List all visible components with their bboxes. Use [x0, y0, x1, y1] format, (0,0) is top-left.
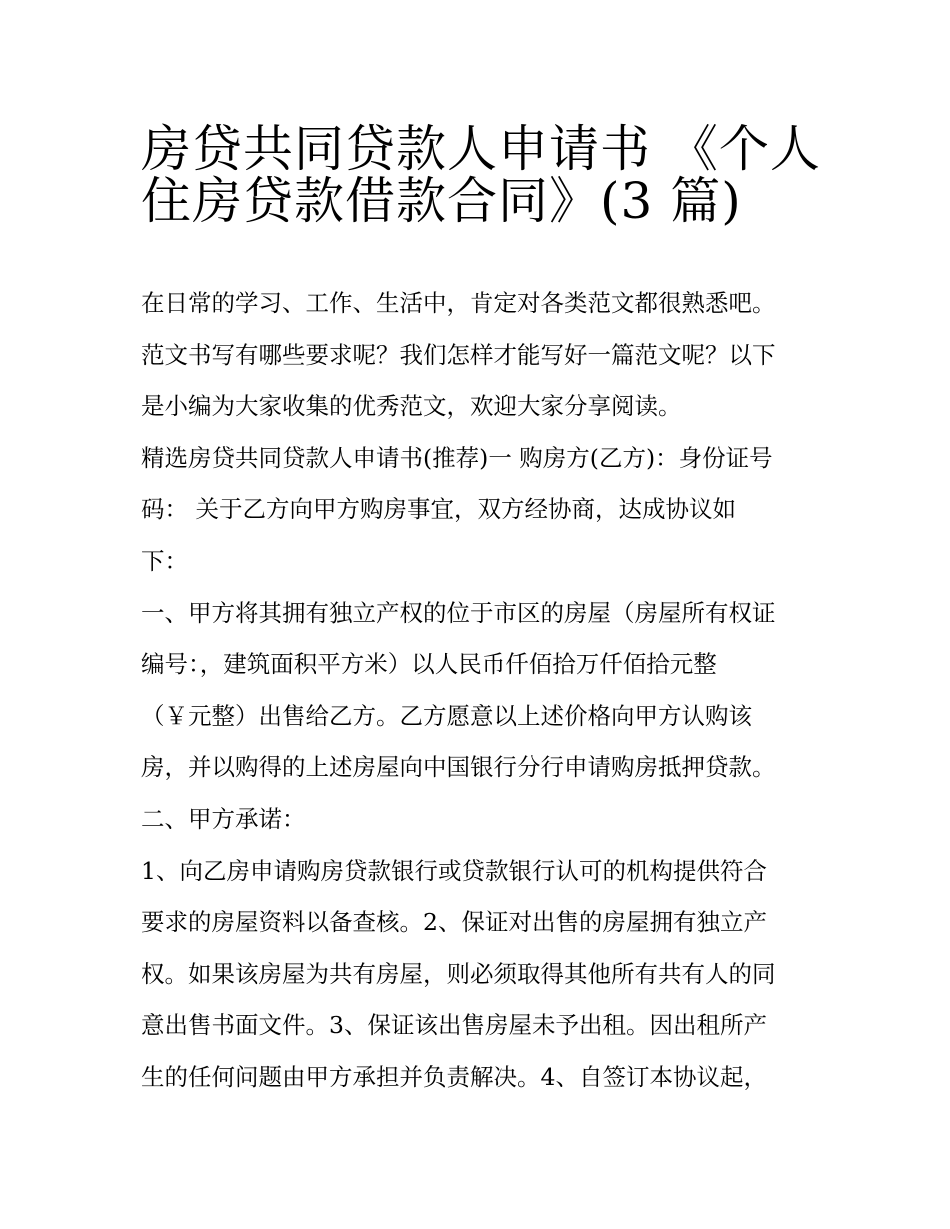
- body-line: 范文书写有哪些要求呢？我们怎样才能写好一篇范文呢？以下: [141, 340, 776, 369]
- body-line: （￥元整）出售给乙方。乙方愿意以上述价格向甲方认购该: [141, 701, 752, 730]
- document-body: [141, 278, 813, 1104]
- body-line: 码： 关于乙方向甲方购房事宜，双方经协商，达成协议如: [141, 495, 736, 524]
- body-line: 权。如果该房屋为共有房屋，则必须取得其他所有共有人的同: [141, 959, 776, 988]
- body-line: 1、向乙房申请购房贷款银行或贷款银行认可的机构提供符合: [141, 856, 767, 885]
- body-line: 要求的房屋资料以备查核。2、保证对出售的房屋拥有独立产: [141, 908, 767, 937]
- body-line: 意出售书面文件。3、保证该出售房屋未予出租。因出租所产: [141, 1011, 767, 1040]
- body-line: 生的任何问题由甲方承担并负责解决。4、自签订本协议起，: [141, 1062, 767, 1091]
- title-line: 住房贷款借款合同》(3 篇): [141, 171, 742, 230]
- body-line: 二、甲方承诺：: [141, 804, 306, 833]
- body-line: 下：: [141, 546, 188, 575]
- body-line: 精选房贷共同贷款人申请书(推荐)一 购房方(乙方)：身份证号: [141, 443, 773, 472]
- body-line: 房，并以购得的上述房屋向中国银行分行申请购房抵押贷款。: [141, 753, 776, 782]
- document-title: [141, 112, 821, 230]
- body-line: 一、甲方将其拥有独立产权的位于市区的房屋（房屋所有权证: [141, 598, 776, 627]
- body-line: 编号：，建筑面积平方米）以人民币仟佰拾万仟佰拾元整: [141, 650, 717, 679]
- body-line: 在日常的学习、工作、生活中，肯定对各类范文都很熟悉吧。: [141, 289, 776, 317]
- body-line: 是小编为大家收集的优秀范文，欢迎大家分享阅读。: [141, 392, 682, 421]
- title-line: 房贷共同贷款人申请书 《个人: [141, 120, 821, 178]
